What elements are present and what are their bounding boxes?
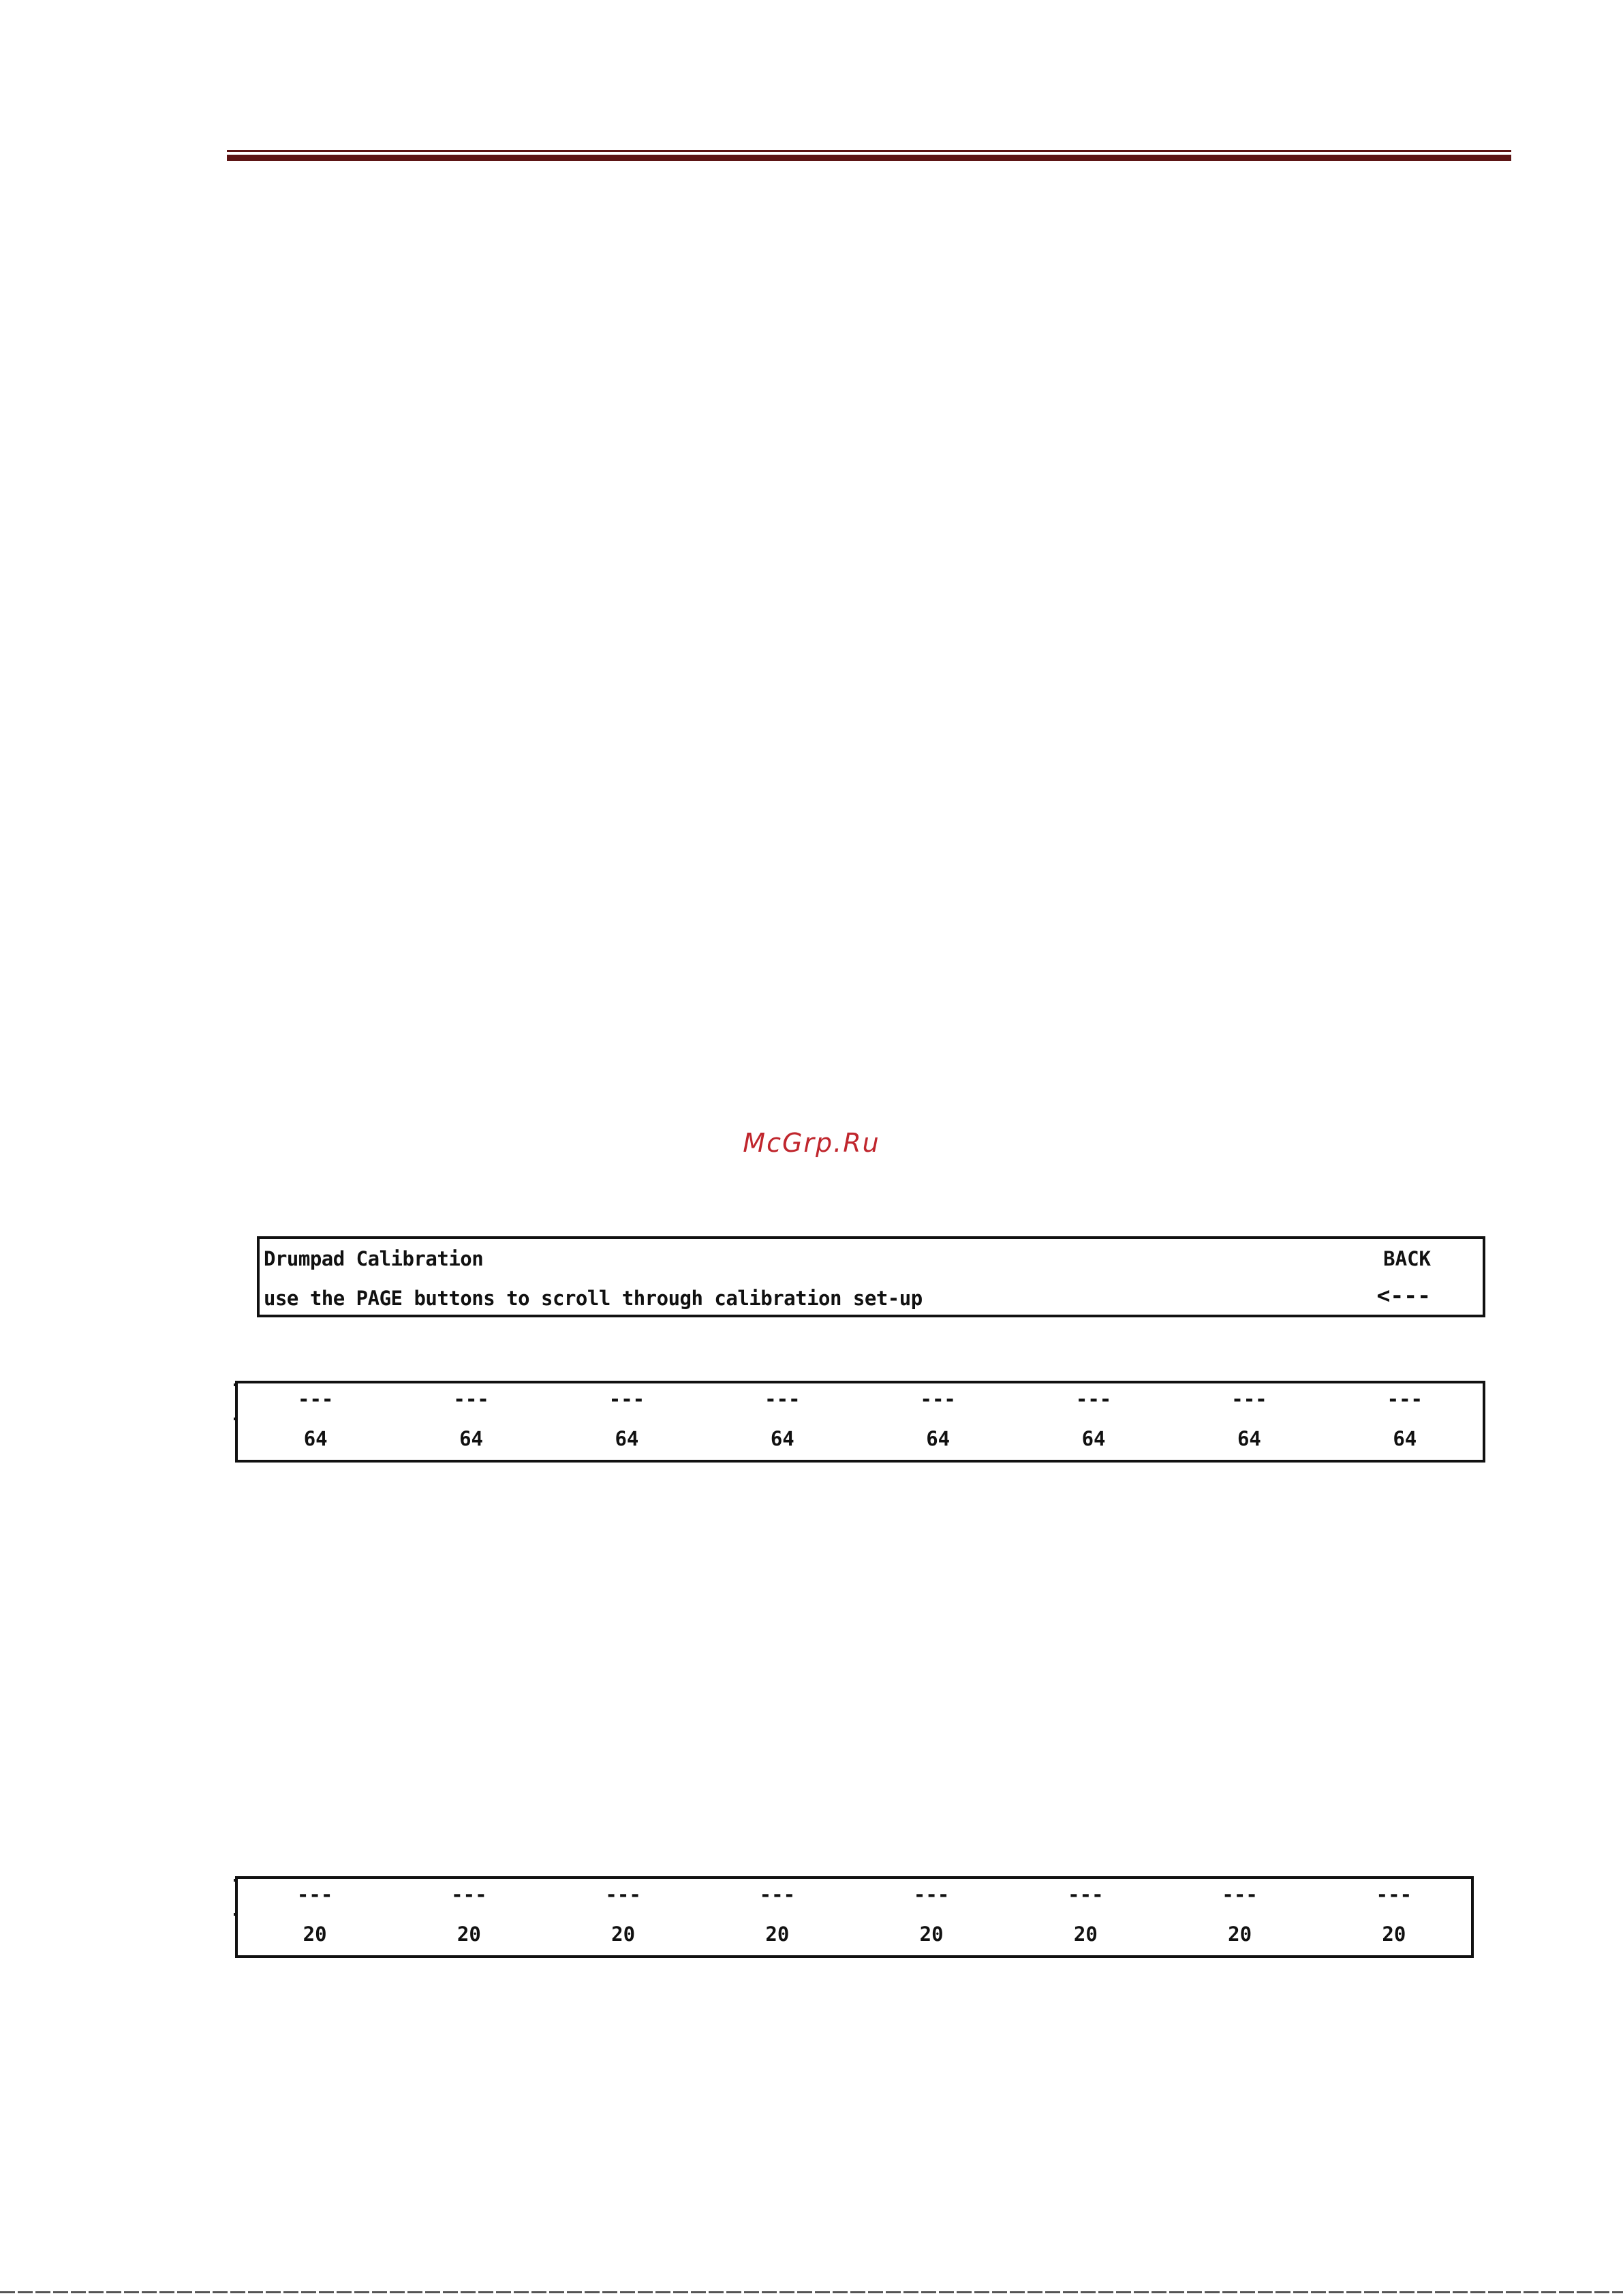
pad-cell-value: 20: [611, 1923, 636, 1946]
pad-cell-label: ---: [296, 1883, 333, 1906]
calibration-instruction: use the PAGE buttons to scroll through calibration set-up: [264, 1287, 923, 1310]
strip-tick-mark: [234, 1879, 237, 1882]
pad-cell-value: 20: [1382, 1923, 1406, 1946]
pad-cell: [238, 1879, 392, 1955]
pad-cell: [1327, 1383, 1483, 1460]
pad-cell-value: 20: [1228, 1923, 1252, 1946]
strip-tick-mark: [234, 1913, 237, 1916]
pad-cell: [1171, 1383, 1327, 1460]
pad-cell-value: 64: [459, 1427, 484, 1450]
pad-cell-value: 64: [1237, 1427, 1261, 1450]
pad-cell-label: ---: [1075, 1388, 1112, 1411]
pad-cell: [238, 1383, 393, 1460]
back-label[interactable]: BACK: [1383, 1247, 1431, 1270]
pad-cell: [1016, 1383, 1171, 1460]
pad-cell: [700, 1879, 854, 1955]
pad-cell: [861, 1383, 1016, 1460]
pad-cell-value: 64: [615, 1427, 639, 1450]
pad-cell: [1317, 1879, 1471, 1955]
pad-cell-label: ---: [297, 1388, 334, 1411]
pad-cell-label: ---: [1068, 1883, 1104, 1906]
pad-cell: [549, 1383, 705, 1460]
pad-cell-label: ---: [605, 1883, 641, 1906]
strip-tick-mark: [234, 1383, 237, 1386]
pad-cell-label: ---: [759, 1883, 796, 1906]
pad-strip-display-a: [235, 1381, 1485, 1463]
pad-cell-value: 64: [1393, 1427, 1417, 1450]
header-rule: [227, 150, 1511, 161]
pad-cell-label: ---: [1387, 1388, 1423, 1411]
pad-cell-value: 20: [303, 1923, 327, 1946]
pad-cell: [854, 1879, 1008, 1955]
watermark-text: McGrp.Ru: [743, 1128, 880, 1158]
pad-cell-label: ---: [920, 1388, 956, 1411]
pad-cell-value: 20: [765, 1923, 790, 1946]
pad-cell-label: ---: [451, 1883, 487, 1906]
back-arrow-icon[interactable]: <---: [1376, 1282, 1431, 1308]
calibration-title: Drumpad Calibration: [264, 1247, 484, 1270]
pad-cell-label: ---: [1231, 1388, 1267, 1411]
pad-cell-value: 20: [457, 1923, 481, 1946]
strip-tick-mark: [234, 1418, 237, 1420]
pad-cell: [393, 1383, 548, 1460]
header-rule-thick-line: [227, 155, 1511, 161]
pad-cell-label: ---: [608, 1388, 645, 1411]
pad-cell-label: ---: [764, 1388, 801, 1411]
pad-cell-value: 64: [303, 1427, 328, 1450]
footer-rule: [0, 2291, 1623, 2293]
pad-cell: [392, 1879, 546, 1955]
pad-cell-label: ---: [1222, 1883, 1258, 1906]
pad-cell-label: ---: [1376, 1883, 1412, 1906]
pad-cell-value: 20: [1073, 1923, 1098, 1946]
pad-strip-display-b: [235, 1876, 1474, 1958]
pad-cell-label: ---: [913, 1883, 950, 1906]
calibration-header-display: [257, 1236, 1485, 1317]
pad-cell-label: ---: [453, 1388, 489, 1411]
pad-cell: [1163, 1879, 1317, 1955]
pad-cell-value: 64: [770, 1427, 794, 1450]
pad-cell: [1008, 1879, 1162, 1955]
pad-cell: [705, 1383, 860, 1460]
pad-cell: [546, 1879, 700, 1955]
pad-cell-value: 64: [926, 1427, 950, 1450]
pad-cell-value: 20: [919, 1923, 944, 1946]
pad-cell-value: 64: [1081, 1427, 1106, 1450]
header-rule-thin-line: [227, 150, 1511, 152]
